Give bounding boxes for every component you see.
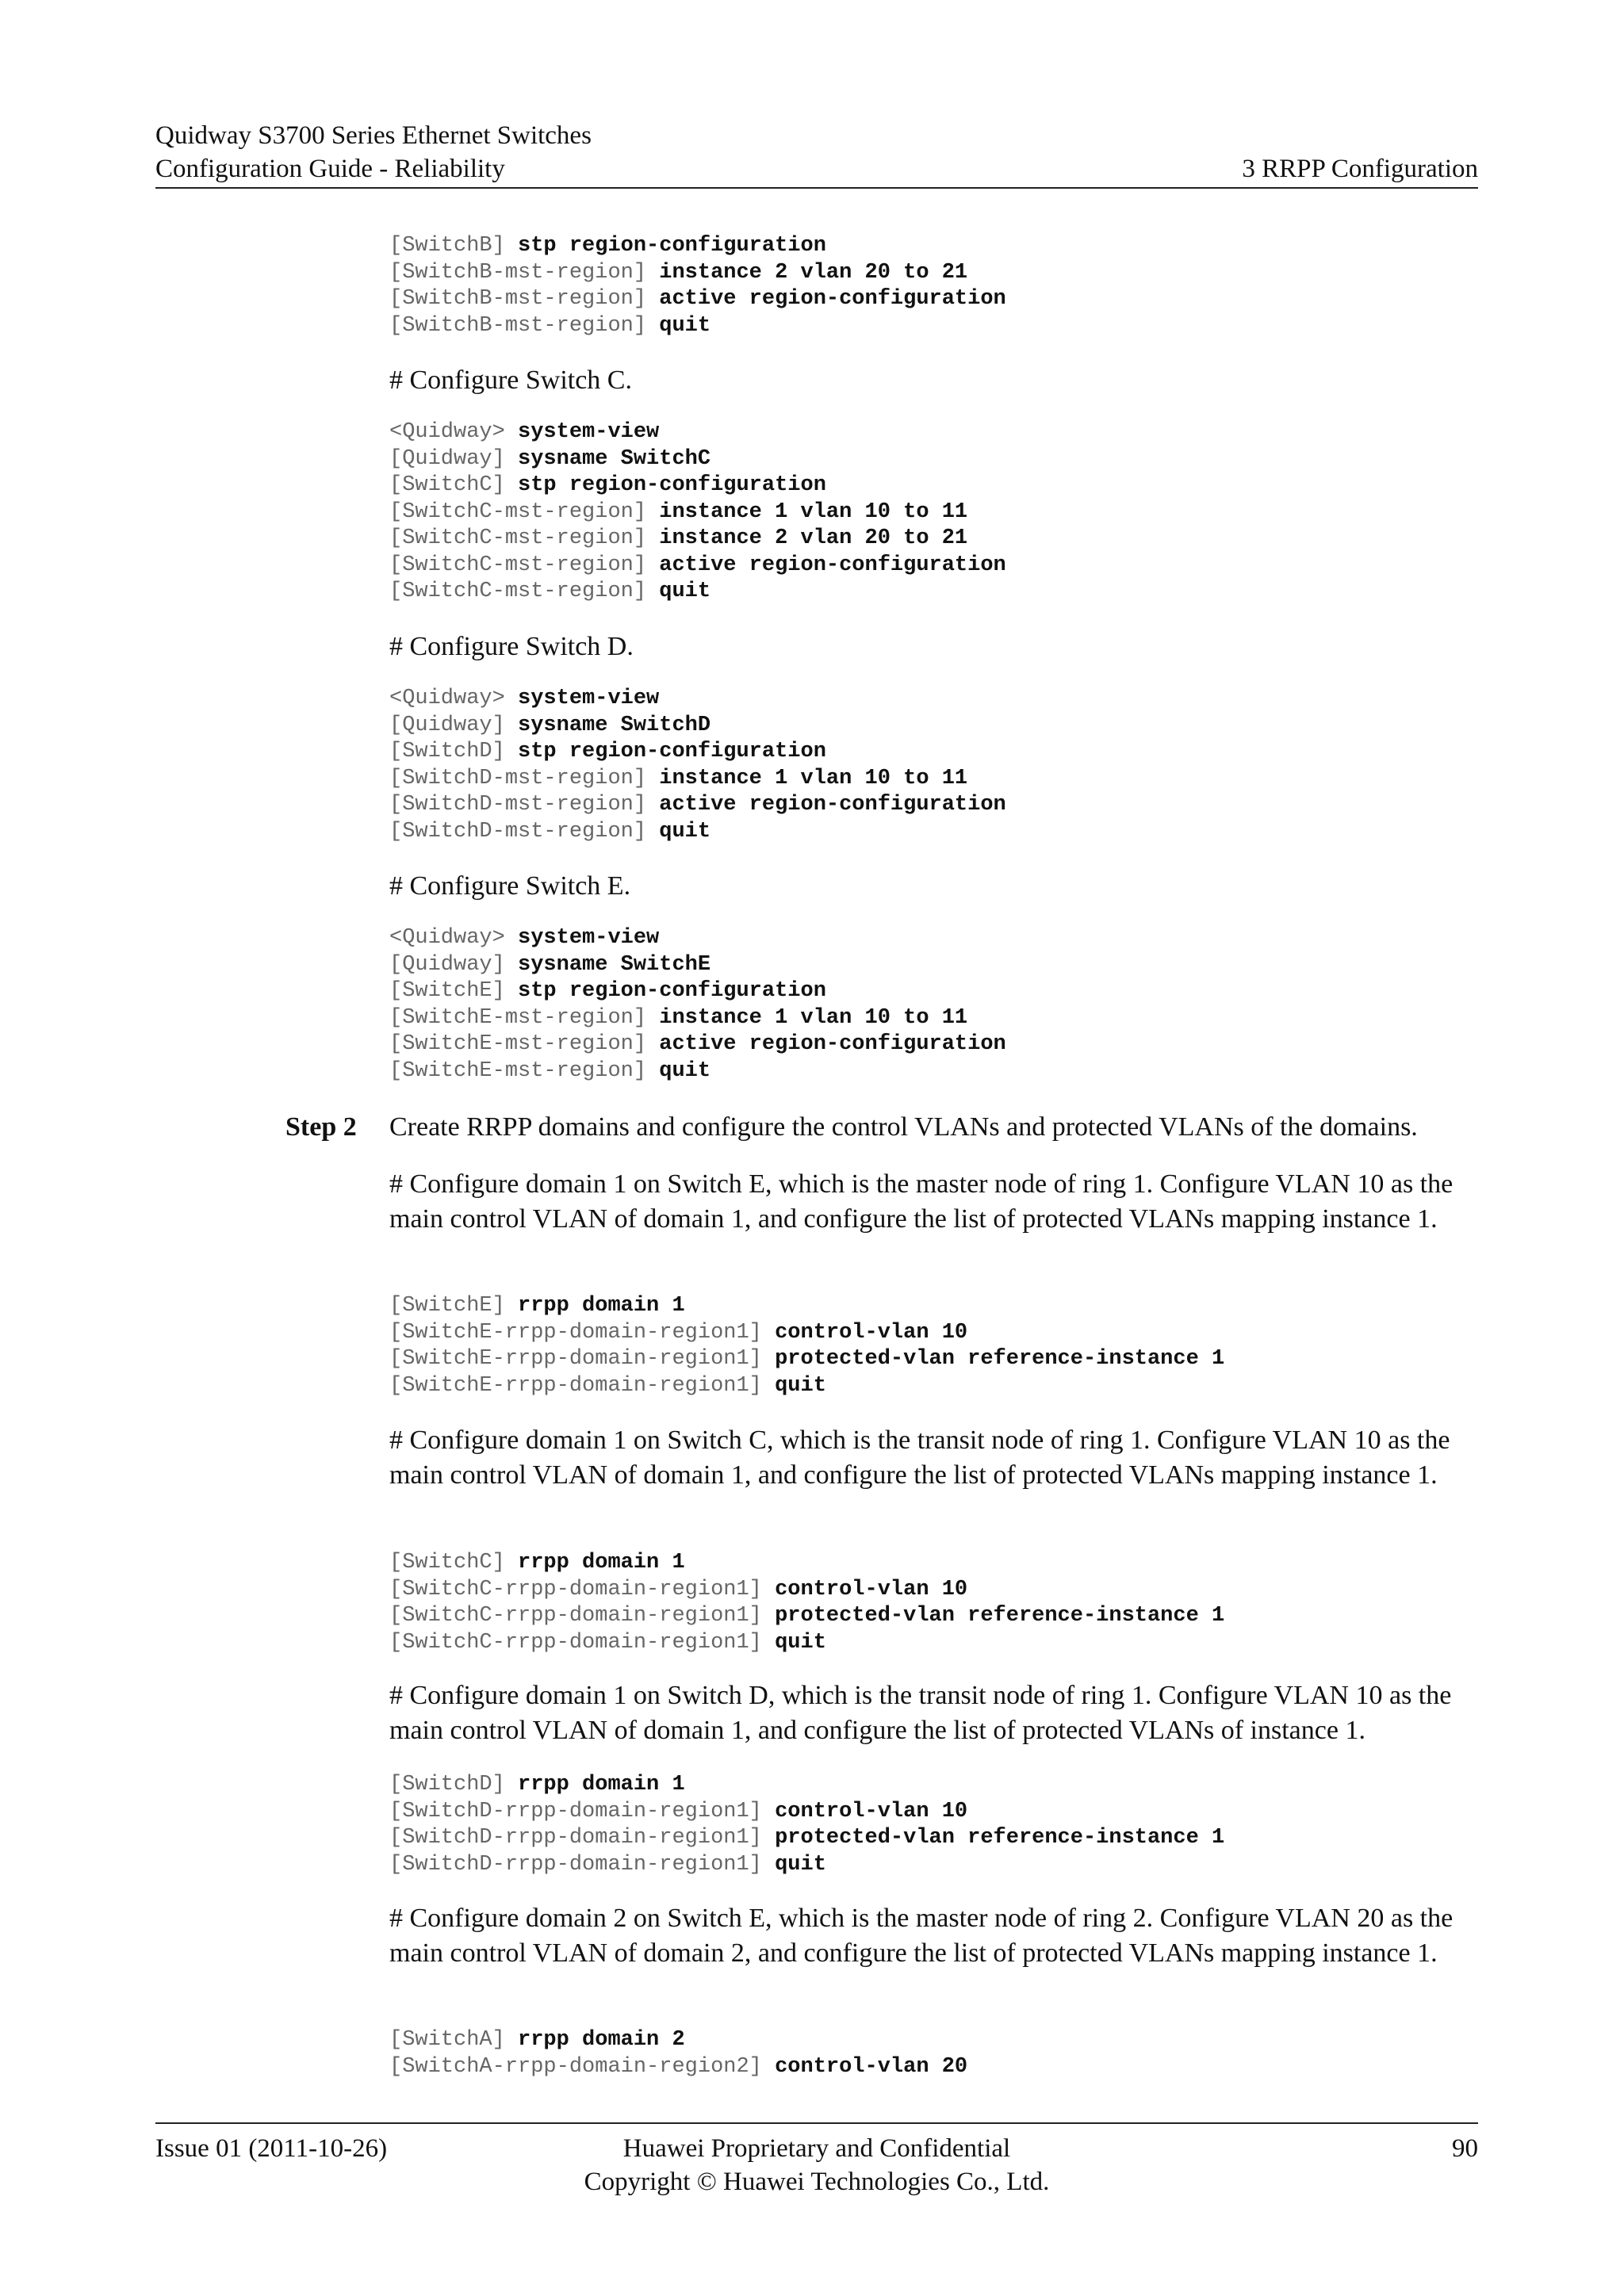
code-line — [389, 233, 1478, 260]
code-prompt: [SwitchE-rrpp-domain-region1] — [389, 1320, 776, 1345]
code-prompt: <Quidway> — [389, 926, 519, 950]
code-command: control-vlan 10 — [775, 1577, 968, 1601]
code-prompt: [SwitchE] — [389, 1294, 519, 1318]
code-command: rrpp domain 1 — [518, 1773, 685, 1797]
code-line — [389, 2054, 1478, 2081]
code-prompt: <Quidway> — [389, 420, 519, 444]
code-block-domain1-switchc — [389, 1550, 1478, 1656]
para-domain1-switchd: # Configure domain 1 on Switch D, which is the transit node of ring 1. Configure VLAN 10 as the main control VLAN of domain 1, and configure the list of protected VLANs of instance 1. — [389, 1681, 1452, 1745]
code-command: stp region-configuration — [518, 979, 826, 1003]
footer-page-number: 90 — [1452, 2134, 1478, 2163]
code-prompt: [SwitchE-mst-region] — [389, 1058, 660, 1083]
code-command: protected-vlan reference-instance 1 — [775, 1826, 1225, 1850]
code-command: instance 2 vlan 20 to 21 — [659, 260, 968, 285]
code-line — [389, 1603, 1478, 1630]
code-command: rrpp domain 2 — [518, 2028, 685, 2052]
code-block-domain2-switcha — [389, 2027, 1478, 2080]
code-prompt: [Quidway] — [389, 713, 519, 737]
code-line — [389, 686, 1478, 713]
code-command: instance 1 vlan 10 to 11 — [659, 766, 968, 790]
code-prompt: [SwitchD-rrpp-domain-region1] — [389, 1799, 776, 1823]
code-prompt: [SwitchE-mst-region] — [389, 1005, 660, 1030]
code-command: rrpp domain 1 — [518, 1551, 685, 1575]
footer-confidential: Huawei Proprietary and Confidential — [622, 2134, 1011, 2163]
code-command: system-view — [518, 420, 660, 444]
code-prompt: [SwitchC-mst-region] — [389, 580, 660, 603]
code-command: instance 2 vlan 20 to 21 — [659, 526, 968, 550]
code-line — [389, 1346, 1478, 1373]
code-command: instance 1 vlan 10 to 11 — [659, 499, 968, 524]
code-prompt: <Quidway> — [389, 687, 519, 710]
code-block-switchd — [389, 686, 1478, 845]
code-line — [389, 1320, 1478, 1347]
code-line — [389, 1005, 1478, 1032]
code-line — [389, 419, 1478, 446]
code-prompt: [SwitchC] — [389, 473, 519, 497]
code-prompt: [Quidway] — [389, 952, 519, 977]
code-line — [389, 1825, 1478, 1852]
code-command: control-vlan 20 — [775, 2054, 968, 2079]
para-domain1-switchc: # Configure domain 1 on Switch C, which is the transit node of ring 1. Configure VLAN 10 as the main control VLAN of domain 1, and configure the list of protected VLANs mapping instance 1. — [389, 1425, 1450, 1490]
code-prompt: [SwitchE-mst-region] — [389, 1032, 660, 1056]
code-line — [389, 1772, 1478, 1799]
code-prompt: [SwitchD-rrpp-domain-region1] — [389, 1852, 776, 1877]
code-prompt: [SwitchB-mst-region] — [389, 260, 660, 285]
code-line — [389, 499, 1478, 526]
code-line — [389, 1293, 1478, 1320]
code-block-switchc — [389, 419, 1478, 606]
code-block-switche — [389, 925, 1478, 1085]
code-prompt: [SwitchD-rrpp-domain-region1] — [389, 1826, 776, 1850]
page-footer — [155, 2122, 1478, 2203]
code-command: control-vlan 10 — [775, 1799, 968, 1823]
code-prompt: [SwitchB] — [389, 234, 519, 258]
step-label: Step 2 — [285, 1112, 357, 1142]
code-line — [389, 1577, 1478, 1604]
code-command: quit — [659, 313, 711, 338]
code-line — [389, 819, 1478, 846]
code-line — [389, 952, 1478, 979]
code-command: quit — [775, 1373, 826, 1398]
footer-issue: Issue 01 (2011-10-26) — [155, 2134, 388, 2163]
code-prompt: [SwitchC-mst-region] — [389, 553, 660, 577]
para-domain1-switche: # Configure domain 1 on Switch E, which is the master node of ring 1. Configure VLAN 10 as the main control VLAN of domain 1, and configure the list of protected VLANs mapping instance 1. — [389, 1169, 1454, 1234]
code-line — [389, 792, 1478, 819]
code-line — [389, 1058, 1478, 1085]
code-line — [389, 286, 1478, 313]
code-command: system-view — [518, 687, 660, 710]
code-prompt: [SwitchD-mst-region] — [389, 793, 660, 817]
code-line — [389, 713, 1478, 740]
code-command: stp region-configuration — [518, 740, 826, 763]
code-prompt: [SwitchD-mst-region] — [389, 766, 660, 790]
code-prompt: [SwitchC-rrpp-domain-region1] — [389, 1577, 776, 1601]
code-command: protected-vlan reference-instance 1 — [775, 1347, 1225, 1371]
code-line — [389, 579, 1478, 606]
code-line — [389, 1852, 1478, 1879]
code-prompt: [Quidway] — [389, 446, 519, 471]
code-line — [389, 1799, 1478, 1826]
header-product: Quidway S3700 Series Ethernet Switches — [155, 121, 592, 150]
code-line — [389, 1550, 1478, 1577]
para-domain2-switche: # Configure domain 2 on Switch E, which is the master node of ring 2. Configure VLAN 20 as the main control VLAN of domain 2, and configure the list of protected VLANs mapping instance 1. — [389, 1904, 1454, 1968]
code-command: active region-configuration — [659, 1032, 1006, 1056]
code-block-domain1-switche — [389, 1293, 1478, 1399]
code-prompt: [SwitchE-rrpp-domain-region1] — [389, 1347, 776, 1371]
code-prompt: [SwitchD-mst-region] — [389, 819, 660, 844]
code-line — [389, 446, 1478, 473]
step-text: Create RRPP domains and configure the control VLANs and protected VLANs of the domains. — [389, 1112, 1418, 1142]
code-command: sysname SwitchD — [518, 713, 711, 737]
footer-copyright: Copyright © Huawei Technologies Co., Ltd. — [584, 2168, 1050, 2196]
para-configure-switch-c: # Configure Switch C. — [389, 365, 632, 395]
code-line — [389, 553, 1478, 580]
code-command: sysname SwitchE — [518, 952, 711, 977]
code-line — [389, 2027, 1478, 2054]
code-command: sysname SwitchC — [518, 446, 711, 471]
code-line — [389, 260, 1478, 287]
code-prompt: [SwitchB-mst-region] — [389, 313, 660, 338]
code-prompt: [SwitchC-mst-region] — [389, 499, 660, 524]
code-command: quit — [659, 580, 711, 603]
code-command: quit — [775, 1852, 826, 1877]
code-line — [389, 1630, 1478, 1657]
code-line — [389, 978, 1478, 1005]
code-block-switchb — [389, 233, 1478, 339]
code-command: active region-configuration — [659, 793, 1006, 817]
code-prompt: [SwitchB-mst-region] — [389, 287, 660, 311]
code-command: instance 1 vlan 10 to 11 — [659, 1005, 968, 1030]
code-line — [389, 473, 1478, 499]
code-prompt: [SwitchE] — [389, 979, 519, 1003]
code-prompt: [SwitchC-rrpp-domain-region1] — [389, 1630, 776, 1655]
code-line — [389, 925, 1478, 952]
code-line — [389, 526, 1478, 553]
page-header — [155, 119, 1478, 189]
code-block-domain1-switchd — [389, 1772, 1478, 1878]
para-configure-switch-e: # Configure Switch E. — [389, 871, 631, 901]
code-command: system-view — [518, 926, 660, 950]
code-line — [389, 1373, 1478, 1400]
code-command: control-vlan 10 — [775, 1320, 968, 1345]
code-command: quit — [659, 1058, 711, 1083]
code-command: stp region-configuration — [518, 473, 826, 497]
para-configure-switch-d: # Configure Switch D. — [389, 632, 634, 661]
code-prompt: [SwitchC-mst-region] — [389, 526, 660, 550]
header-guide: Configuration Guide - Reliability — [155, 155, 505, 183]
code-prompt: [SwitchC-rrpp-domain-region1] — [389, 1604, 776, 1628]
code-line — [389, 766, 1478, 793]
code-prompt: [SwitchE-rrpp-domain-region1] — [389, 1373, 776, 1398]
code-command: protected-vlan reference-instance 1 — [775, 1604, 1225, 1628]
code-command: quit — [775, 1630, 826, 1655]
code-command: rrpp domain 1 — [518, 1294, 685, 1318]
code-prompt: [SwitchD] — [389, 740, 519, 763]
header-chapter: 3 RRPP Configuration — [1242, 155, 1478, 183]
code-command: stp region-configuration — [518, 234, 826, 258]
code-prompt: [SwitchC] — [389, 1551, 519, 1575]
code-command: active region-configuration — [659, 553, 1006, 577]
code-prompt: [SwitchA] — [389, 2028, 519, 2052]
code-line — [389, 1031, 1478, 1058]
code-command: active region-configuration — [659, 287, 1006, 311]
code-line — [389, 739, 1478, 766]
code-line — [389, 313, 1478, 340]
code-prompt: [SwitchA-rrpp-domain-region2] — [389, 2054, 776, 2079]
code-command: quit — [659, 819, 711, 844]
code-prompt: [SwitchD] — [389, 1773, 519, 1797]
